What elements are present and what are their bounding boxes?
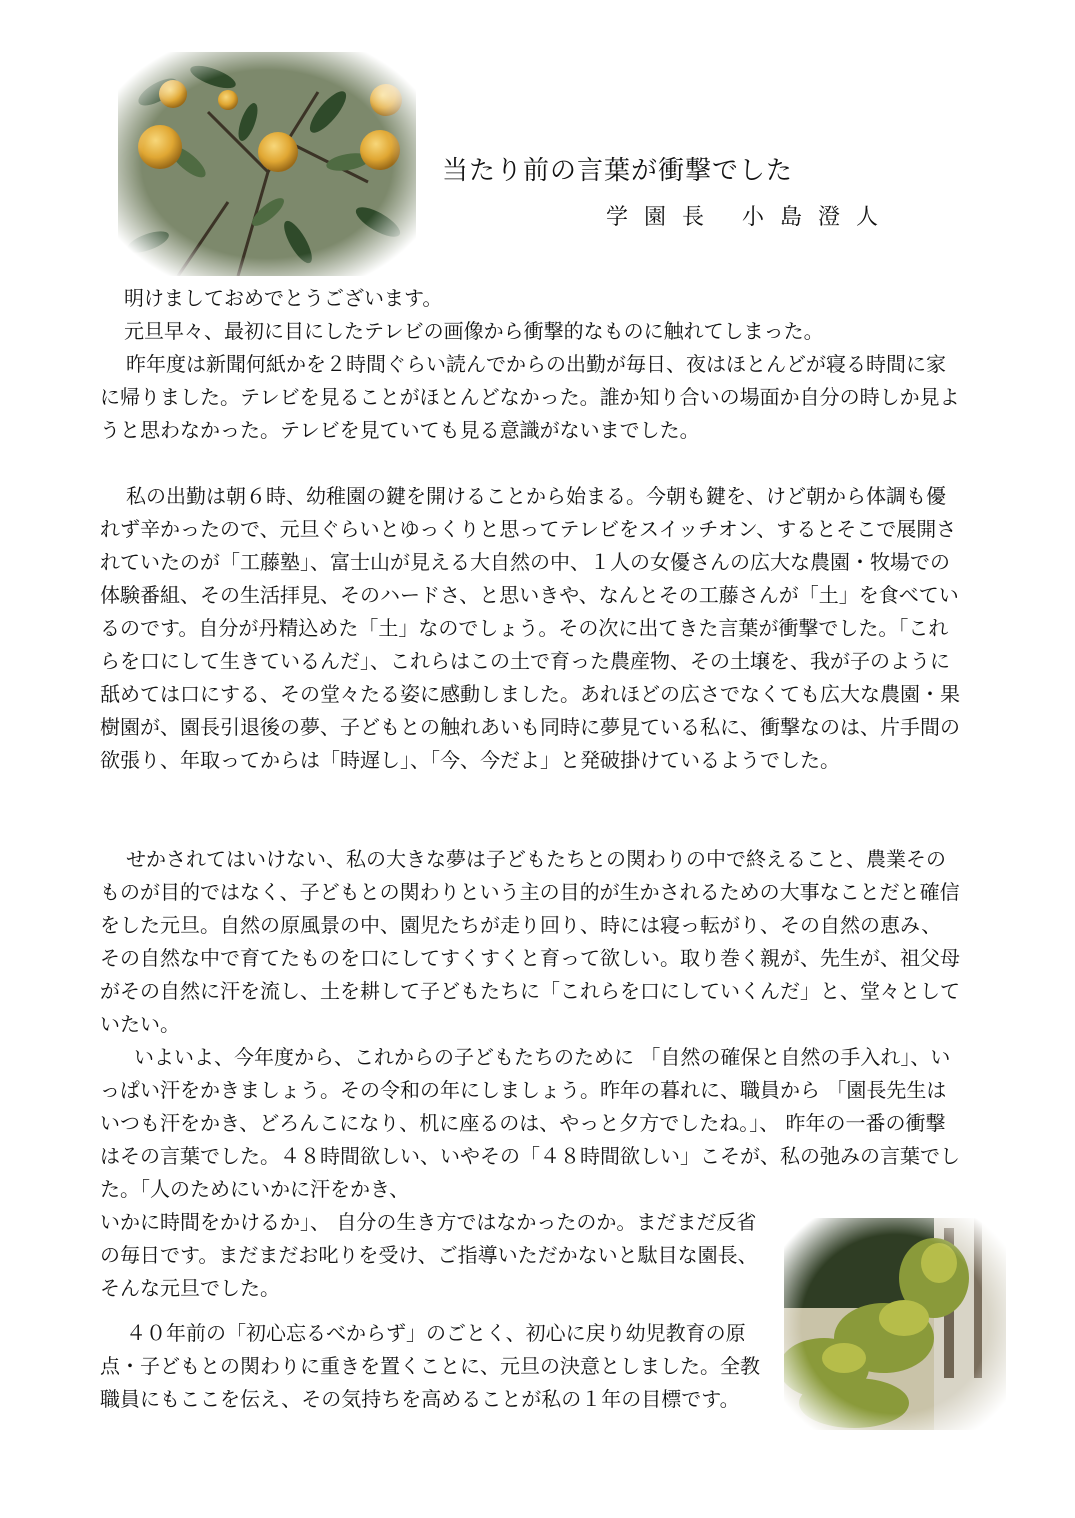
resolution-text-part1: いよいよ、今年度から、これからの子どもたちのために 「自然の確保と自然の手入れ」、いっぱい汗をかきましょう。その令和の年にしましょう。昨年の暮れに、職員から 「園長先生はいつも汗をかき、どろんこになり、机に座るのは、やっと夕方でしたね。」、 昨年の一番の衝撃はその言葉でした。４８時間欲しい、いやその「４８時間欲しい」こそが、私の弛みの言葉でした。「人のためにいかに汗をかき、 [100,1045,960,1201]
citrus-tree-photo [118,52,416,276]
goal-paragraph: ４０年前の「初心忘るべからず」のごとく、初心に戻り幼児教育の原点・子どもとの関わりに重きを置くことに、元旦の決意としました。全教職員にもここを伝え、その気持ちを高めることが私の１年の目標です。 [100,1321,760,1411]
greeting-paragraph: 明けましておめでとうございます。 [124,286,443,310]
kudo-juku-paragraph: 私の出勤は朝６時、幼稚園の鍵を開けることから始まる。今朝も鍵を、けど朝から体調も優れず辛かったので、元旦ぐらいとゆっくりと思ってテレビをスイッチオン、するとそこで展開されていたのが「工藤塾」、富士山が見える大自然の中、１人の女優さんの広大な農園・牧場での体験番組、その生活拝見、そのハードさ、と思いきや、なんとその工藤さんが「土」を食べているのです。自分が丹精込めた「土」なのでしょう。その次に出てきた言葉が衝撃でした。「これらを口にして生きているんだ」、これらはこの土で育った農産物、その土壌を、我が子のように舐めては口にする、その堂々たる姿に感動しました。あれほどの広さでなくても広大な農園・果樹園が、園長引退後の夢、子どもとの触れあいも同時に夢見ている私に、衝撃なのは、片手間の欲張り、年取ってからは「時遅し」、「今、今だよ」と発破掛けているようでした。 [100,484,960,772]
page-title: 当たり前の言葉が衝撃でした [442,156,794,186]
author-name: 小島澄人 [742,205,895,230]
author-role: 学園長 [606,205,721,230]
dream-paragraph: せかされてはいけない、私の大きな夢は子どもたちとの関わりの中で終えること、農業そのものが目的ではなく、子どもとの関わりという主の目的が生かされるための大事なことだと確信をした元旦。自然の原風景の中、園児たちが走り回り、時には寝っ転がり、その自然の恵み、その自然な中で育てたものを口にしてすくすくと育って欲しい。取り巻く親が、先生が、祖父母がその自然に汗を流し、土を耕して子どもたちに「これらを口にしていくんだ」と、堂々としていたい。 [100,847,960,1036]
author-line [606,200,894,231]
resolution-text-part2: いかに時間をかけるか」、 自分の生き方ではなかったのか。まだまだ反省の毎日です。まだまだお叱りを受け、ご指導いただかないと駄目な園長、そんな元旦でした。 [100,1210,758,1300]
shrub-garden-photo [784,1218,1006,1430]
last-year-paragraph: 昨年度は新聞何紙かを２時間ぐらい読んでからの出勤が毎日、夜はほとんどが寝る時間に家に帰りました。テレビを見ることがほとんどなかった。誰か知り合いの場面か自分の時しか見ようと思わなかった。テレビを見ていても見る意識がないまでした。 [100,352,960,442]
new-year-paragraph: 元旦早々、最初に目にしたテレビの画像から衝撃的なものに触れてしまった。 [124,319,824,343]
